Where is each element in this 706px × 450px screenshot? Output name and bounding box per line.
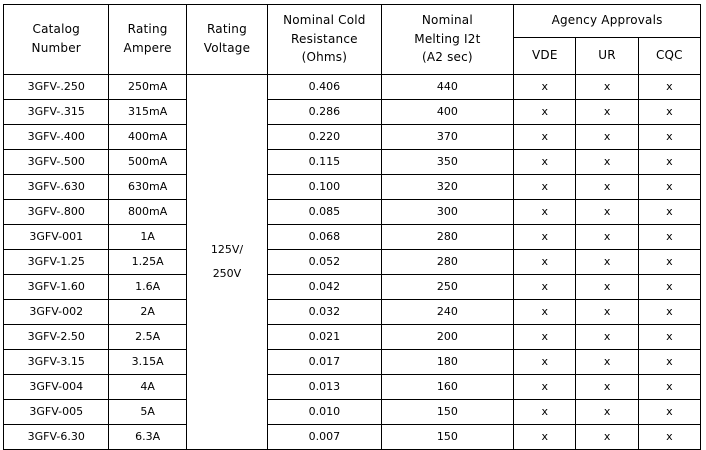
cell-melting-i2t: 150 — [381, 425, 514, 450]
cell-approval-vde: x — [514, 200, 576, 225]
cell-melting-i2t: 440 — [381, 75, 514, 100]
cell-rating-ampere: 2.5A — [109, 325, 186, 350]
cell-approval-vde: x — [514, 350, 576, 375]
cell-approval-cqc: x — [638, 175, 700, 200]
cell-approval-vde: x — [514, 375, 576, 400]
column-header-agency-approvals: Agency Approvals — [514, 5, 701, 38]
cell-approval-ur: x — [576, 350, 638, 375]
cell-approval-ur: x — [576, 125, 638, 150]
cell-approval-cqc: x — [638, 375, 700, 400]
cell-cold-resistance: 0.220 — [268, 125, 381, 150]
table-row — [4, 425, 701, 450]
cell-catalog-number: 3GFV-6.30 — [4, 425, 109, 450]
cell-rating-ampere: 400mA — [109, 125, 186, 150]
column-header-nominal-melting-i2t — [381, 5, 514, 75]
fuse-specification-table — [3, 4, 701, 450]
cell-melting-i2t: 300 — [381, 200, 514, 225]
cell-approval-ur: x — [576, 200, 638, 225]
cell-approval-ur: x — [576, 75, 638, 100]
cell-catalog-number: 3GFV-3.15 — [4, 350, 109, 375]
cell-rating-voltage — [186, 75, 267, 450]
header-line: Ampere — [123, 41, 172, 55]
cell-cold-resistance: 0.013 — [268, 375, 381, 400]
cell-melting-i2t: 370 — [381, 125, 514, 150]
cell-melting-i2t: 350 — [381, 150, 514, 175]
cell-approval-cqc: x — [638, 200, 700, 225]
cell-catalog-number: 3GFV-005 — [4, 400, 109, 425]
voltage-line: 125V/ — [210, 242, 244, 256]
cell-approval-ur: x — [576, 250, 638, 275]
cell-approval-ur: x — [576, 375, 638, 400]
cell-catalog-number: 3GFV-.630 — [4, 175, 109, 200]
cell-approval-vde: x — [514, 125, 576, 150]
table-row — [4, 250, 701, 275]
table-row — [4, 75, 701, 100]
cell-approval-vde: x — [514, 100, 576, 125]
cell-approval-cqc: x — [638, 275, 700, 300]
cell-approval-ur: x — [576, 400, 638, 425]
cell-cold-resistance: 0.115 — [268, 150, 381, 175]
cell-catalog-number: 3GFV-001 — [4, 225, 109, 250]
cell-cold-resistance: 0.085 — [268, 200, 381, 225]
column-header-rating-voltage — [186, 5, 267, 75]
cell-approval-cqc: x — [638, 400, 700, 425]
header-line: (Ohms) — [301, 50, 348, 65]
header-line: Melting I2t — [414, 31, 481, 46]
cell-cold-resistance: 0.032 — [268, 300, 381, 325]
cell-rating-ampere: 4A — [109, 375, 186, 400]
cell-approval-vde: x — [514, 175, 576, 200]
cell-melting-i2t: 280 — [381, 225, 514, 250]
table-row — [4, 200, 701, 225]
cell-approval-ur: x — [576, 175, 638, 200]
header-line: Catalog — [32, 22, 80, 37]
table-row — [4, 300, 701, 325]
cell-approval-vde: x — [514, 325, 576, 350]
cell-rating-ampere: 500mA — [109, 150, 186, 175]
header-line: Rating — [207, 22, 247, 37]
cell-approval-cqc: x — [638, 325, 700, 350]
cell-melting-i2t: 160 — [381, 375, 514, 400]
cell-catalog-number: 3GFV-1.60 — [4, 275, 109, 300]
table-row — [4, 375, 701, 400]
table-row — [4, 175, 701, 200]
column-header-cqc: CQC — [638, 38, 700, 75]
cell-approval-vde: x — [514, 275, 576, 300]
cell-melting-i2t: 200 — [381, 325, 514, 350]
cell-approval-cqc: x — [638, 350, 700, 375]
cell-rating-ampere: 630mA — [109, 175, 186, 200]
cell-approval-cqc: x — [638, 100, 700, 125]
table-row — [4, 225, 701, 250]
cell-approval-cqc: x — [638, 150, 700, 175]
cell-rating-ampere: 1.25A — [109, 250, 186, 275]
cell-rating-ampere: 800mA — [109, 200, 186, 225]
cell-approval-cqc: x — [638, 425, 700, 450]
table-header — [4, 5, 701, 75]
cell-cold-resistance: 0.406 — [268, 75, 381, 100]
cell-rating-ampere: 315mA — [109, 100, 186, 125]
column-header-rating-ampere — [109, 5, 186, 75]
cell-approval-vde: x — [514, 425, 576, 450]
header-row-main — [4, 5, 701, 38]
cell-melting-i2t: 400 — [381, 100, 514, 125]
cell-rating-ampere: 1.6A — [109, 275, 186, 300]
cell-rating-ampere: 3.15A — [109, 350, 186, 375]
cell-approval-cqc: x — [638, 250, 700, 275]
cell-approval-vde: x — [514, 150, 576, 175]
table-row — [4, 400, 701, 425]
cell-rating-ampere: 5A — [109, 400, 186, 425]
cell-cold-resistance: 0.100 — [268, 175, 381, 200]
cell-catalog-number: 3GFV-.250 — [4, 75, 109, 100]
header-line: Nominal — [421, 12, 473, 27]
cell-approval-vde: x — [514, 75, 576, 100]
cell-catalog-number: 3GFV-.315 — [4, 100, 109, 125]
cell-melting-i2t: 180 — [381, 350, 514, 375]
cell-approval-ur: x — [576, 300, 638, 325]
cell-approval-ur: x — [576, 425, 638, 450]
cell-approval-ur: x — [576, 225, 638, 250]
cell-cold-resistance: 0.010 — [268, 400, 381, 425]
cell-melting-i2t: 280 — [381, 250, 514, 275]
cell-approval-vde: x — [514, 250, 576, 275]
header-line: Number — [31, 41, 81, 55]
column-header-ur: UR — [576, 38, 638, 75]
cell-approval-cqc: x — [638, 75, 700, 100]
header-line: Nominal Cold — [283, 12, 366, 27]
cell-catalog-number: 3GFV-004 — [4, 375, 109, 400]
cell-catalog-number: 3GFV-.500 — [4, 150, 109, 175]
column-header-vde: VDE — [514, 38, 576, 75]
header-line: Resistance — [291, 31, 358, 46]
header-line: Rating — [127, 22, 168, 37]
cell-approval-cqc: x — [638, 125, 700, 150]
cell-cold-resistance: 0.042 — [268, 275, 381, 300]
table-row — [4, 150, 701, 175]
cell-approval-ur: x — [576, 100, 638, 125]
table-row — [4, 125, 701, 150]
cell-cold-resistance: 0.068 — [268, 225, 381, 250]
cell-melting-i2t: 150 — [381, 400, 514, 425]
cell-cold-resistance: 0.286 — [268, 100, 381, 125]
cell-catalog-number: 3GFV-.400 — [4, 125, 109, 150]
cell-rating-ampere: 250mA — [109, 75, 186, 100]
table-row — [4, 275, 701, 300]
table-body — [4, 75, 701, 450]
cell-approval-ur: x — [576, 275, 638, 300]
table-row — [4, 325, 701, 350]
cell-cold-resistance: 0.007 — [268, 425, 381, 450]
cell-catalog-number: 3GFV-002 — [4, 300, 109, 325]
cell-approval-ur: x — [576, 325, 638, 350]
table-row — [4, 100, 701, 125]
cell-cold-resistance: 0.052 — [268, 250, 381, 275]
cell-melting-i2t: 250 — [381, 275, 514, 300]
cell-approval-vde: x — [514, 225, 576, 250]
cell-rating-ampere: 2A — [109, 300, 186, 325]
header-line: Voltage — [203, 41, 251, 55]
column-header-nominal-cold-resistance — [268, 5, 381, 75]
cell-approval-cqc: x — [638, 225, 700, 250]
cell-approval-cqc: x — [638, 300, 700, 325]
voltage-line: 250V — [212, 267, 242, 280]
cell-catalog-number: 3GFV-.800 — [4, 200, 109, 225]
cell-approval-vde: x — [514, 300, 576, 325]
cell-cold-resistance: 0.021 — [268, 325, 381, 350]
column-header-catalog-number — [4, 5, 109, 75]
table-row — [4, 350, 701, 375]
cell-melting-i2t: 240 — [381, 300, 514, 325]
cell-rating-ampere: 1A — [109, 225, 186, 250]
cell-rating-ampere: 6.3A — [109, 425, 186, 450]
cell-approval-ur: x — [576, 150, 638, 175]
header-line: (A2 sec) — [421, 50, 473, 65]
cell-approval-vde: x — [514, 400, 576, 425]
cell-catalog-number: 3GFV-1.25 — [4, 250, 109, 275]
cell-melting-i2t: 320 — [381, 175, 514, 200]
cell-cold-resistance: 0.017 — [268, 350, 381, 375]
cell-catalog-number: 3GFV-2.50 — [4, 325, 109, 350]
